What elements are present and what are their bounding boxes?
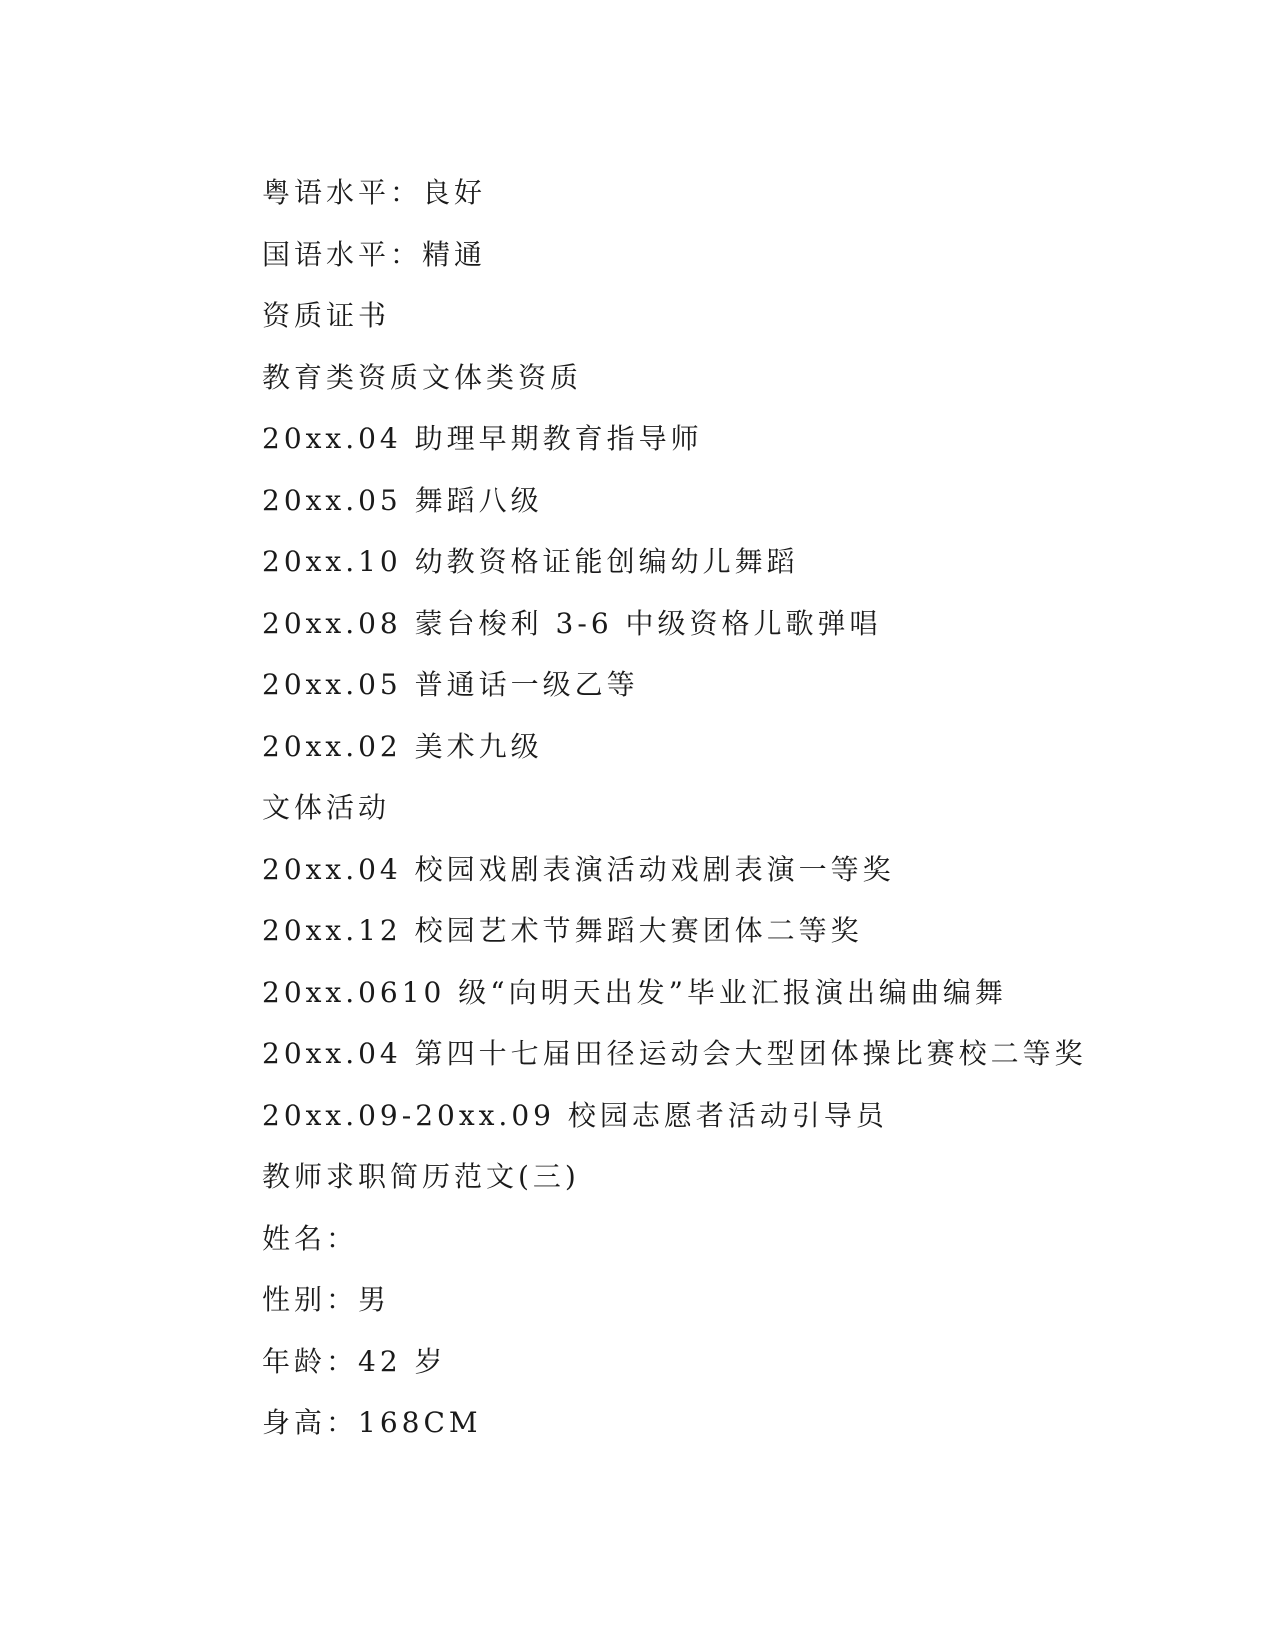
- activity-item: 20xx.12 校园艺术节舞蹈大赛团体二等奖: [262, 914, 863, 947]
- resume-title: 教师求职简历范文(三): [262, 1160, 580, 1193]
- activity-item: 20xx.04 校园戏剧表演活动戏剧表演一等奖: [262, 852, 895, 886]
- name-field: 姓名：: [262, 1221, 359, 1255]
- certificate-item: 20xx.08 蒙台梭利 3-6 中级资格儿歌弹唱: [262, 606, 882, 640]
- document-body: [262, 162, 1222, 1454]
- certificate-item: 20xx.10 幼教资格证能创编幼儿舞蹈: [262, 545, 799, 578]
- activity-item: 20xx.09-20xx.09 校园志愿者活动引导员: [262, 1098, 888, 1132]
- age-field: 年龄：42 岁: [262, 1344, 447, 1378]
- certificate-item: 20xx.05 普通话一级乙等: [262, 668, 639, 701]
- certificate-item: 20xx.02 美术九级: [262, 729, 543, 763]
- section-heading-activities: 文体活动: [262, 791, 391, 824]
- activity-item: 20xx.0610 级“向明天出发”毕业汇报演出编曲编舞: [262, 975, 1007, 1009]
- mandarin-level: 国语水平：精通: [262, 237, 487, 271]
- gender-field: 性别：男: [262, 1283, 391, 1316]
- cantonese-level: 粤语水平：良好: [262, 176, 487, 209]
- section-heading-certificates: 资质证书: [262, 299, 391, 332]
- activity-item: 20xx.04 第四十七届田径运动会大型团体操比赛校二等奖: [262, 1037, 1087, 1070]
- certificate-item: 20xx.05 舞蹈八级: [262, 483, 543, 517]
- certificate-item: 20xx.04 助理早期教育指导师: [262, 422, 703, 455]
- certificate-categories: 教育类资质文体类资质: [262, 360, 583, 394]
- height-field: 身高：168CM: [262, 1406, 482, 1439]
